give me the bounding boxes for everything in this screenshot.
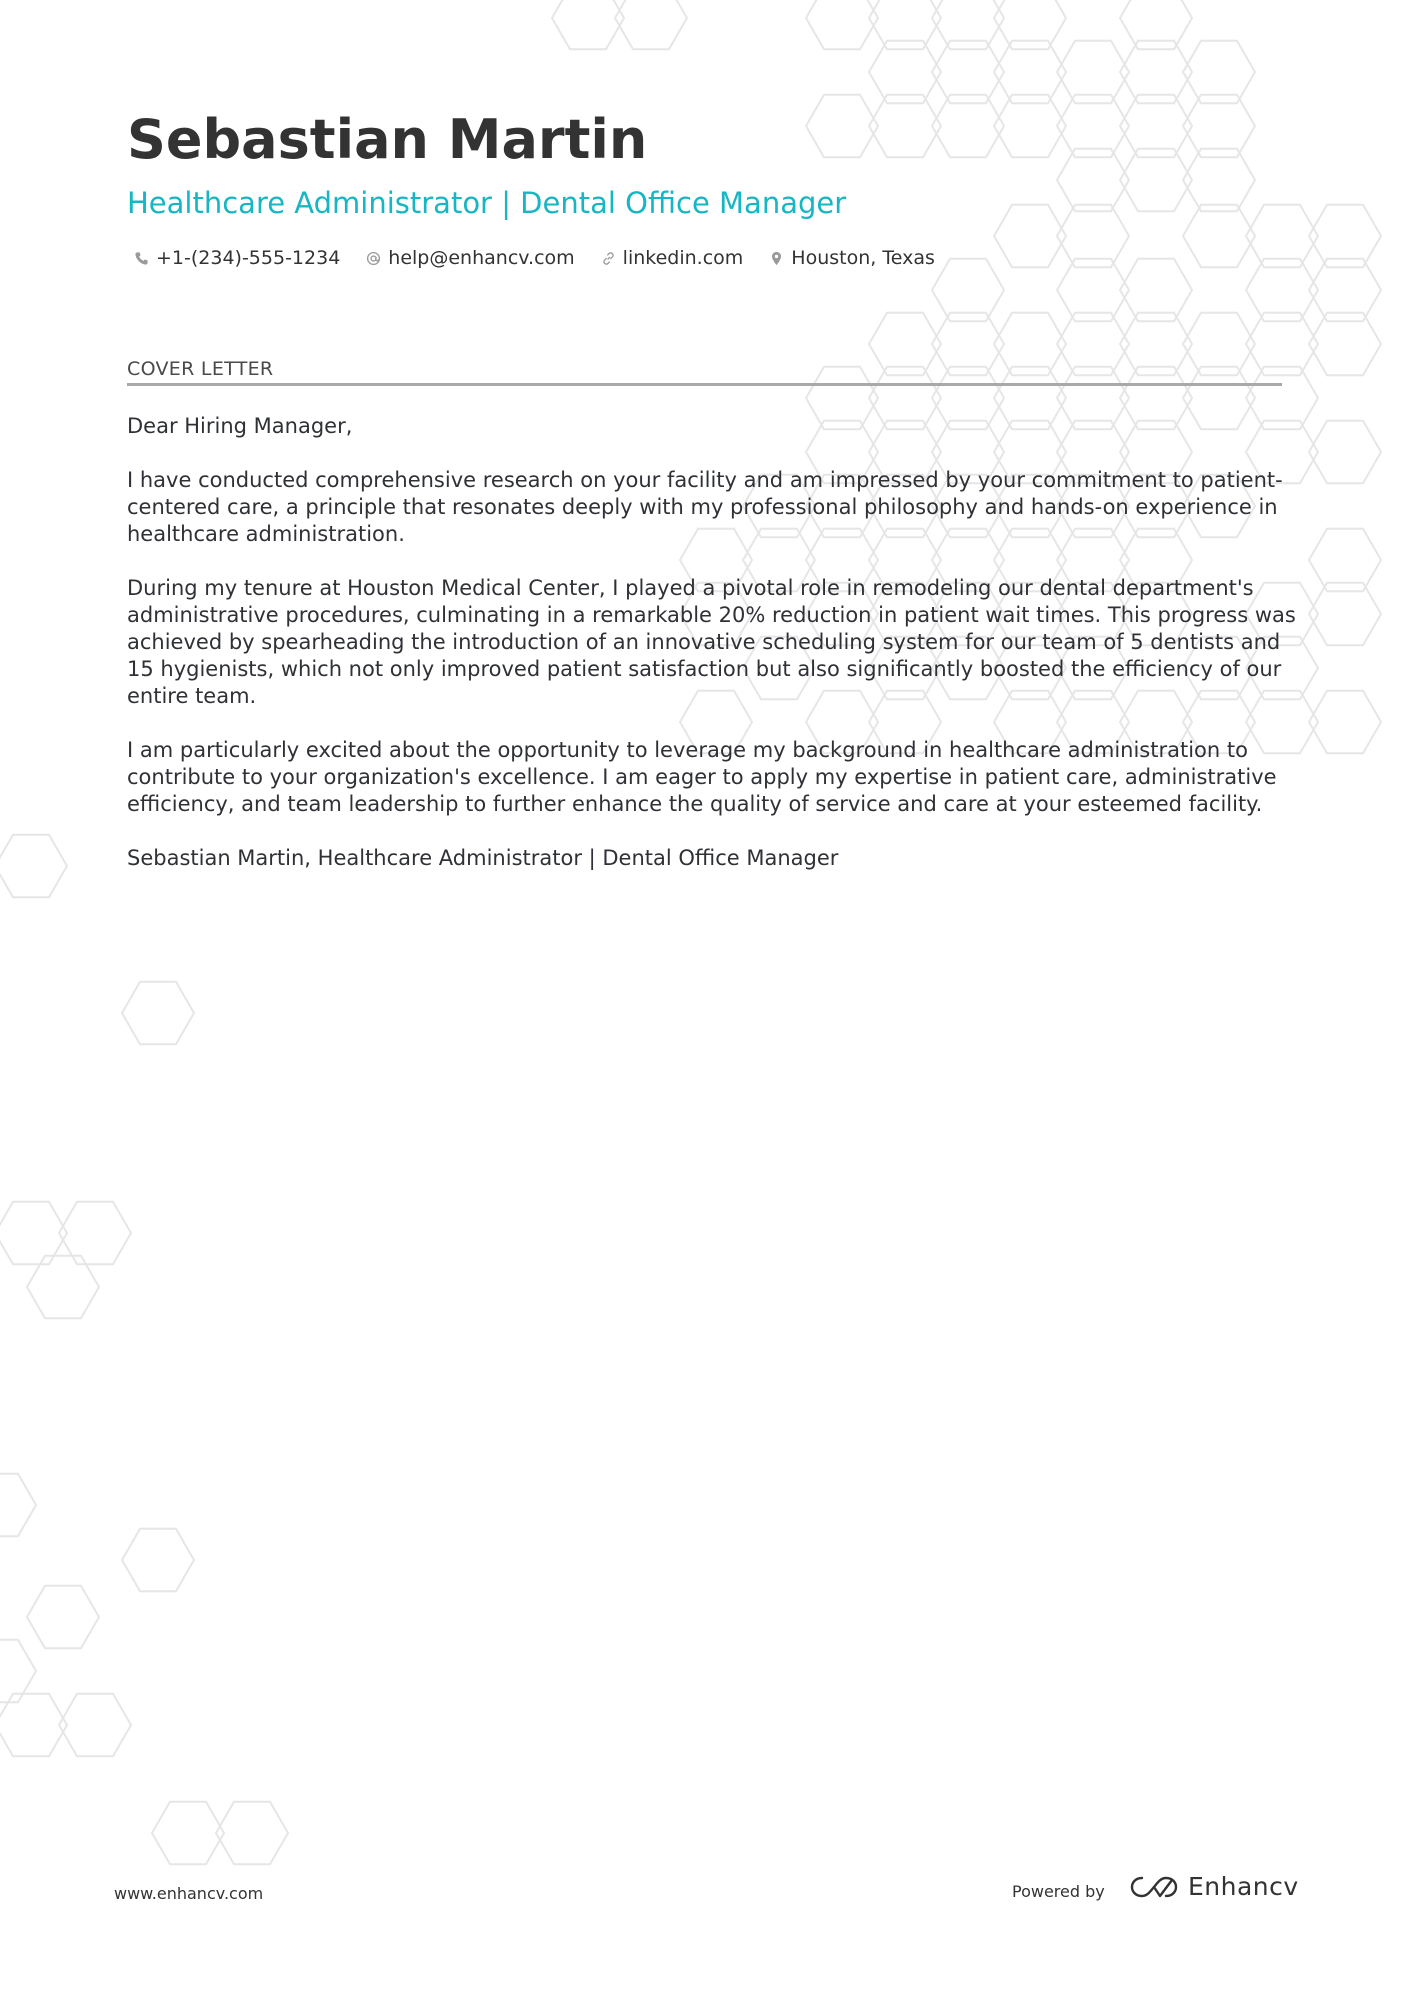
- section-divider: [127, 383, 1282, 386]
- contact-linkedin-text: linkedin.com: [622, 247, 744, 269]
- enhancv-logo-icon: [1130, 1874, 1178, 1900]
- at-icon: [366, 251, 381, 266]
- candidate-name: Sebastian Martin: [127, 108, 648, 171]
- letter-paragraph-2: During my tenure at Houston Medical Center, I played a pivotal role in remodeling our dental department's administrative procedures, culminating in a remarkable 20% reduction in patient wait times. This progress was achieved by spearheading the introduction of an innovative scheduling system for our team of 5 dentists and 15 hygienists, which not only improved patient satisfaction but also significantly boosted the efficiency of our entire team.: [127, 576, 1296, 708]
- contact-phone-text: +1-(234)-555-1234: [156, 247, 341, 269]
- contact-location-text: Houston, Texas: [791, 247, 935, 269]
- enhancv-logo[interactable]: [1130, 1872, 1299, 1901]
- contact-email-text: help@enhancv.com: [388, 247, 575, 269]
- contact-location: [769, 247, 935, 269]
- footer-powered-by: Powered by: [1012, 1882, 1105, 1901]
- contact-email[interactable]: [366, 247, 574, 269]
- location-pin-icon: [769, 251, 784, 266]
- letter-paragraph-1: I have conducted comprehensive research on your facility and am impressed by your commitment to patient-centered care, a principle that resonates deeply with my professional philosophy and hands-on experience in healthcare administration.: [127, 468, 1283, 546]
- letter-body: [127, 413, 1302, 899]
- contact-info: [134, 247, 961, 269]
- phone-icon: [134, 251, 149, 266]
- enhancv-logo-text: Enhancv: [1188, 1872, 1299, 1901]
- letter-greeting: Dear Hiring Manager,: [127, 414, 353, 438]
- letter-signature: Sebastian Martin, Healthcare Administrator | Dental Office Manager: [127, 846, 839, 870]
- candidate-title: Healthcare Administrator | Dental Office Manager: [127, 186, 847, 220]
- link-icon: [601, 251, 616, 266]
- contact-linkedin[interactable]: [601, 247, 744, 269]
- letter-paragraph-3: I am particularly excited about the opportunity to leverage my background in healthcare administration to contribute to your organization's excellence. I am eager to apply my expertise in patient care, administrative efficiency, and team leadership to further enhance the quality of service and care at your esteemed facility.: [127, 738, 1277, 816]
- footer-website-link[interactable]: www.enhancv.com: [114, 1884, 264, 1903]
- contact-phone[interactable]: [134, 247, 340, 269]
- section-title-cover-letter: COVER LETTER: [127, 358, 274, 380]
